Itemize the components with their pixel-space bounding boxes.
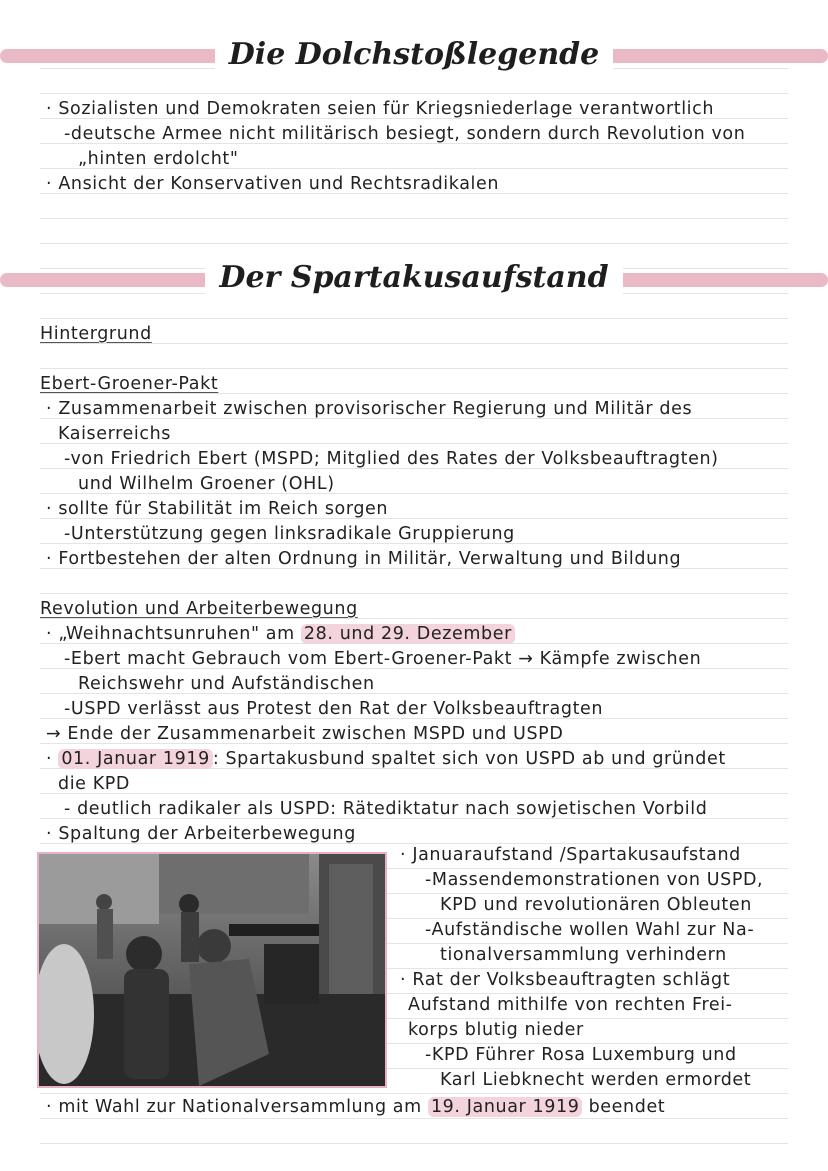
text-line: · Januaraufstand /Spartakusaufstand	[400, 845, 741, 865]
heading-revolution: Revolution und Arbeiterbewegung	[40, 599, 358, 619]
text-line: -deutsche Armee nicht militärisch besiegt, sondern durch Revolution von	[64, 124, 746, 144]
historical-photo	[37, 852, 387, 1088]
section-title-spartakus: Der Spartakusaufstand	[0, 258, 828, 298]
text-line: Reichswehr und Aufständischen	[78, 674, 375, 694]
text-line: → Ende der Zusammenarbeit zwischen MSPD und USPD	[46, 724, 564, 744]
text-line-final: · mit Wahl zur Nationalversammlung am 19. Januar 1919 beendet	[46, 1097, 666, 1117]
text-line: „hinten erdolcht"	[78, 149, 239, 169]
text-line: · Rat der Volksbeauftragten schlägt	[400, 970, 731, 990]
text-line-januar: · 01. Januar 1919 : Spartakusbund spaltet sich von USPD ab und gründet	[46, 749, 726, 769]
text-line: · Zusammenarbeit zwischen provisorischer Regierung und Militär des	[46, 399, 693, 419]
text-line: -USPD verlässt aus Protest den Rat der Volksbeauftragten	[64, 699, 604, 719]
text-line: -Aufständische wollen Wahl zur Na-	[425, 920, 755, 940]
heading-hintergrund: Hintergrund	[40, 324, 152, 344]
text-line: KPD und revolutionären Obleuten	[440, 895, 752, 915]
text-line: -Massendemonstrationen von USPD,	[425, 870, 764, 890]
street-fighting-photo-icon	[39, 854, 385, 1086]
text-line: -von Friedrich Ebert (MSPD; Mitglied des Rates der Volksbeauftragten)	[64, 449, 719, 469]
text-line: Karl Liebknecht werden ermordet	[440, 1070, 752, 1090]
text-line: -KPD Führer Rosa Luxemburg und	[425, 1045, 737, 1065]
section-title-dolchstoss: Die Dolchstoßlegende	[0, 35, 828, 75]
text-line: -Unterstützung gegen linksradikale Gruppierung	[64, 524, 515, 544]
text-line: Aufstand mithilfe von rechten Frei-	[408, 995, 733, 1015]
date-highlight: 19. Januar 1919	[428, 1097, 582, 1117]
text-line: · Fortbestehen der alten Ordnung in Militär, Verwaltung und Bildung	[46, 549, 682, 569]
text-line: · Ansicht der Konservativen und Rechtsradikalen	[46, 174, 500, 194]
text-line: · sollte für Stabilität im Reich sorgen	[46, 499, 389, 519]
heading-ebert-groener-pakt: Ebert-Groener-Pakt	[40, 374, 219, 394]
text-line: Kaiserreichs	[58, 424, 171, 444]
text-line: korps blutig nieder	[408, 1020, 584, 1040]
date-highlight: 01. Januar 1919	[58, 749, 212, 769]
text-line-weihnachtsunruhen: · „Weihnachtsunruhen" am 28. und 29. Dezember	[46, 622, 515, 646]
text-line: · Sozialisten und Demokraten seien für Kriegsniederlage verantwortlich	[46, 99, 715, 119]
text-line: -Ebert macht Gebrauch vom Ebert-Groener-Pakt → Kämpfe zwischen	[64, 649, 702, 669]
text-line: · Spaltung der Arbeiterbewegung	[46, 824, 356, 844]
text-line: und Wilhelm Groener (OHL)	[78, 474, 335, 494]
text-line: die KPD	[58, 774, 131, 794]
text-line: tionalversammlung verhindern	[440, 945, 727, 965]
text-line: - deutlich radikaler als USPD: Rätediktatur nach sowjetischen Vorbild	[64, 799, 708, 819]
date-highlight: 28. und 29. Dezember	[301, 624, 515, 644]
